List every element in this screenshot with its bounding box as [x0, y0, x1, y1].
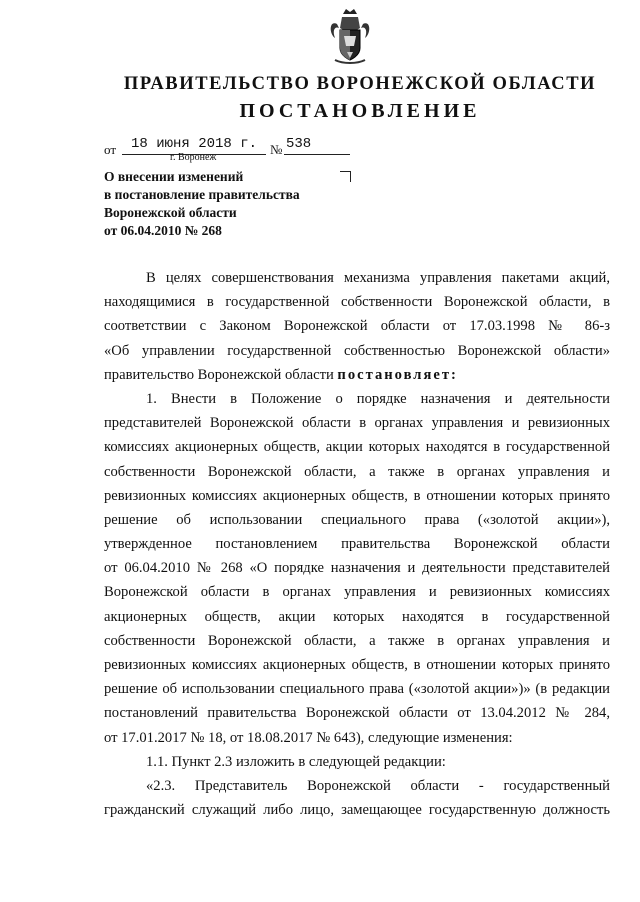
city: г. Воронеж — [170, 152, 217, 163]
date-prefix: от — [104, 142, 117, 157]
preamble-line — [104, 363, 610, 387]
number-value: 538 — [284, 136, 350, 155]
item1-line: представителей Воронежской области в органах управления и ревизионных — [104, 415, 610, 432]
document-body — [104, 266, 610, 822]
preamble-line: «Об управлении государственной собственностью Воронежской области» — [104, 342, 610, 359]
date-value: 18 июня 2018 г. — [122, 136, 266, 155]
subject-corner-mark — [340, 171, 351, 182]
number-prefix: № — [270, 142, 283, 157]
item1-line: постановлений правительства Воронежской области от 13.04.2012 № 284, — [104, 705, 610, 722]
item1-line: Воронежской области в органах управления и ревизионных комиссиях — [104, 584, 610, 601]
document-type: ПОСТАНОВЛЕНИЕ — [239, 100, 481, 122]
preamble-line: находящимися в государственной собственности Воронежской области, в — [104, 294, 610, 311]
item1-line: ревизионных комиссиях акционерных обществ, в отношении которых принято — [104, 657, 610, 673]
item1-line: ревизионных комиссиях акционерных обществ, в отношении которых принято — [104, 487, 610, 504]
preamble-line: соответствии с Законом Воронежской области от 17.03.1998 № 86-з — [104, 318, 610, 335]
item1-line: собственности Воронежской области, а также в органах управления и — [104, 632, 610, 649]
item2-3-line: «2.3. Представитель Воронежской области - государственный — [146, 777, 610, 794]
subject-line: от 06.04.2010 № 268 — [104, 223, 222, 238]
subject-line: О внесении изменений — [104, 169, 244, 184]
organization-title: ПРАВИТЕЛЬСТВО ВОРОНЕЖСКОЙ ОБЛАСТИ — [123, 74, 597, 94]
preamble-line: В целях совершенствования механизма управления пакетами акций, — [146, 270, 610, 286]
subject-line: Воронежской области — [104, 205, 237, 220]
item1-line: решение об использовании специального права («золотой акции»)» (в редакции — [104, 681, 610, 698]
item1-line: 1. Внести в Положение о порядке назначения и деятельности — [146, 390, 610, 407]
subject-line: в постановление правительства — [104, 187, 300, 202]
item1-line: утвержденное постановлением правительства Воронежской области — [104, 536, 610, 553]
item1-line: решение об использовании специального права («золотой акции»), — [104, 511, 610, 528]
item1-line: комиссиях акционерных обществ, акции которых находятся в государственной — [104, 439, 610, 456]
subject-block — [104, 168, 364, 240]
item1-line: от 06.04.2010 № 268 «О порядке назначения и деятельности представителей — [104, 560, 610, 577]
item1-1-line: 1.1. Пункт 2.3 изложить в следующей редакции: — [146, 753, 446, 770]
coat-of-arms-icon — [327, 8, 373, 66]
item1-line: акционерных обществ, акции которых находятся в государственной — [104, 608, 610, 625]
preamble-last-prefix: правительство Воронежской области — [104, 366, 334, 383]
item1-line: собственности Воронежской области, а также в органах управления и — [104, 463, 610, 480]
item2-3-line: гражданский служащий либо лицо, замещающее государственную должность — [104, 802, 610, 819]
item1-line: от 17.01.2017 № 18, от 18.08.2017 № 643), следующие изменения: — [104, 729, 513, 746]
decree-word: постановляет: — [337, 366, 458, 383]
